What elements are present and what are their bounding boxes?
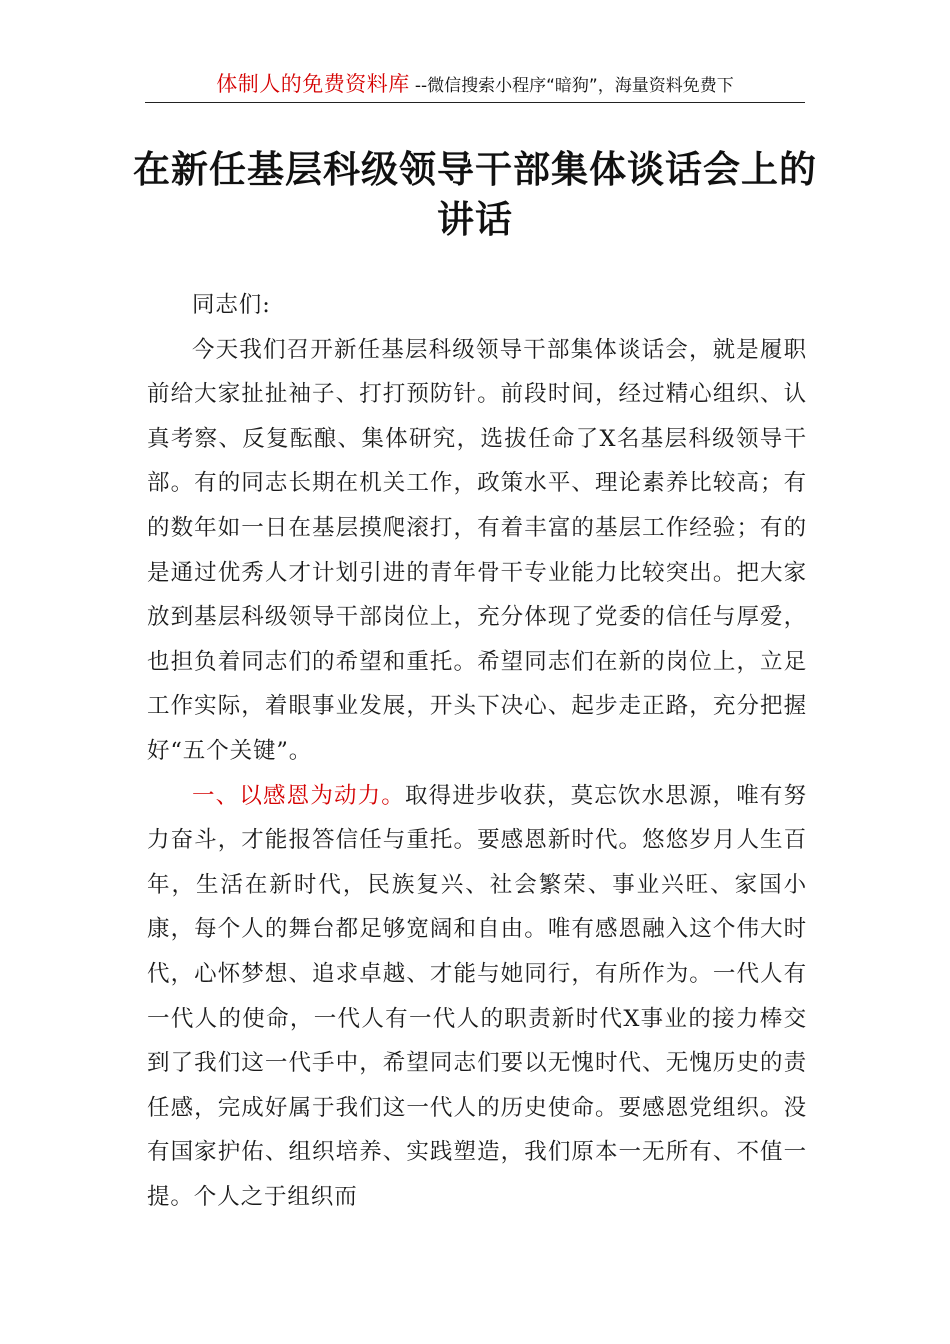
header-slogan: --微信搜索小程序“暗狗”，海量资料免费下 <box>414 76 734 96</box>
document-body <box>147 283 807 1219</box>
section-1-paragraph <box>147 774 807 1220</box>
document-title: 在新任基层科级领导干部集体谈话会上的讲话 <box>133 148 817 241</box>
page-header <box>145 68 805 103</box>
salutation: 同志们: <box>192 292 271 318</box>
header-brand: 体制人的免费资料库 <box>216 72 410 96</box>
section-1-heading: 一、以感恩为动力。 <box>192 782 405 809</box>
section-1-text: 取得进步收获，莫忘饮水思源，唯有努力奋斗，才能报答信任与重托。要感恩新时代。悠悠岁月人生百年，生活在新时代，民族复兴、社会繁荣、事业兴旺、家国小康，每个人的舞台都足够宽阔和自由。唯有感恩融入这个伟大时代，心怀梦想、追求卓越、才能与她同行，有所作为。一代人有一代人的使命，一代人有一代人的职责新时代X事业的接力棒交到了我们这一代手中，希望同志们要以无愧时代、无愧历史的责任感，完成好属于我们这一代人的历史使命。要感恩党组织。没有国家护佑、组织培养、实践塑造，我们原本一无所有、不值一提。个人之于组织而 <box>147 782 807 1210</box>
intro-paragraph: 今天我们召开新任基层科级领导干部集体谈话会，就是履职前给大家扯扯袖子、打打预防针。前段时间，经过精心组织、认真考察、反复酝酿、集体研究，选拔任命了X名基层科级领导干部。有的同志长期在机关工作，政策水平、理论素养比较高；有的数年如一日在基层摸爬滚打，有着丰富的基层工作经验；有的是通过优秀人才计划引进的青年骨干专业能力比较突出。把大家放到基层科级领导干部岗位上，充分体现了党委的信任与厚爱，也担负着同志们的希望和重托。希望同志们在新的岗位上，立足工作实际，着眼事业发展，开头下决心、起步走正路，充分把握好“五个关键”。 <box>147 336 807 764</box>
